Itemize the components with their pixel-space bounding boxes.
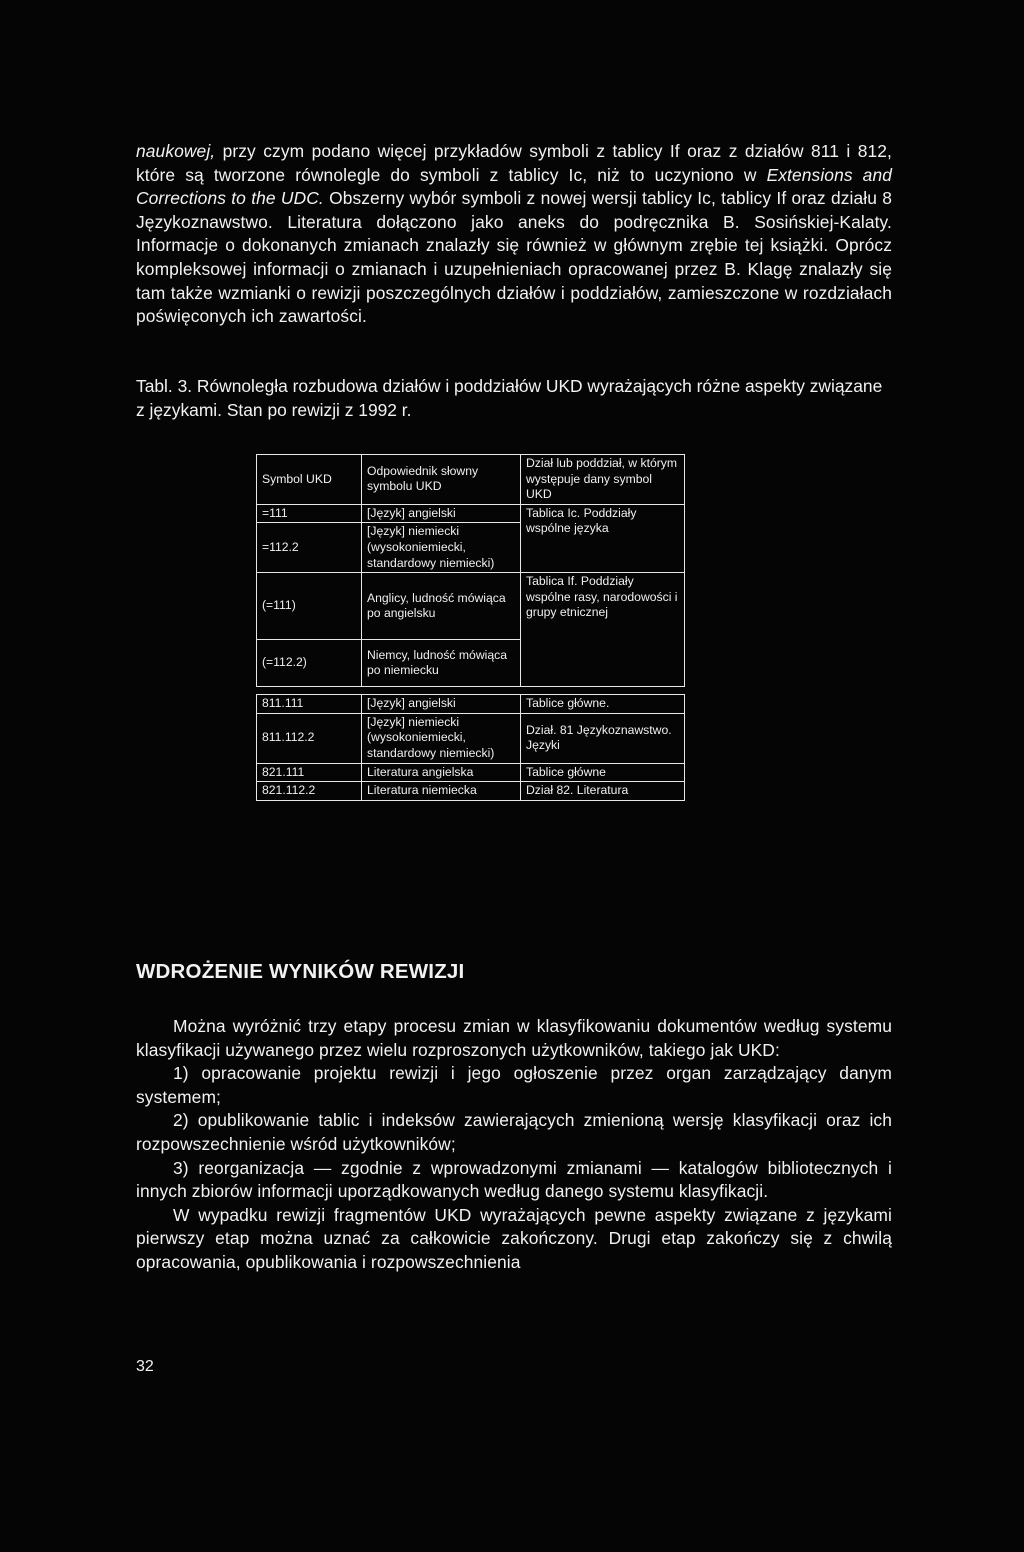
table-row <box>257 713 685 763</box>
cell-name: Niemcy, ludność mówiąca po niemiecku <box>362 640 521 687</box>
table-caption: Tabl. 3. Równoległa rozbudowa działów i poddziałów UKD wyrażających różne aspekty związane z językami. Stan po rewizji z 1992 r. <box>136 376 883 420</box>
cell-name: [Język] niemiecki (wysokoniemiecki, standardowy niemiecki) <box>362 713 521 763</box>
table-spacer <box>257 687 685 695</box>
cell-name: [Język] angielski <box>362 504 521 523</box>
cell-symbol: 811.112.2 <box>257 713 362 763</box>
body-text <box>136 1015 892 1275</box>
cell-symbol: =111 <box>257 504 362 523</box>
cell-name: Anglicy, ludność mówiąca po angielsku <box>362 573 521 640</box>
intro-text-after: Obszerny wybór symboli z nowej wersji tablicy Ic, tablicy If oraz działu 8 Językoznawstwo. Literatura dołączono jako aneks do podręcznika B. Sosińskiej-Kalaty. Informacje o dokonanych zmianach znalazły się również w głównym zrębie tej książki. Oprócz kompleksowej informacji o zmianach i uzupełnieniach opracowanej przez B. Klagę znalazły się tam także wzmianki o rewizji poszczególnych działów i poddziałów, zamieszczone w rozdziałach poświęconych ich zawartości. <box>136 188 892 327</box>
table-row <box>257 782 685 801</box>
cell-symbol: (=111) <box>257 573 362 640</box>
table-header-row <box>257 455 685 505</box>
page-number: 32 <box>136 1358 154 1375</box>
body-paragraph: W wypadku rewizji fragmentów UKD wyrażających pewne aspekty związane z językami pierwszy etap można uznać za całkowicie zakończony. Drugi etap zakończy się z chwilą opracowania, opublikowania i rozpowszechnienia <box>136 1204 892 1272</box>
table-row <box>257 504 685 523</box>
intro-paragraph <box>136 140 892 329</box>
intro-text-before: przy czym podano więcej przykładów symboli z tablicy If oraz z działów 811 i 812, które są tworzone równolegle do symboli z tablicy Ic, niż to uczyniono w <box>136 141 892 185</box>
cell-symbol: =112.2 <box>257 523 362 573</box>
cell-symbol: 811.111 <box>257 695 362 714</box>
cell-symbol: (=112.2) <box>257 640 362 687</box>
cell-section: Dział 82. Literatura <box>521 782 685 801</box>
cell-section: Tablica If. Poddziały wspólne rasy, narodowości i grupy etnicznej <box>521 573 685 687</box>
cell-name: Literatura niemiecka <box>362 782 521 801</box>
header-symbol: Symbol UKD <box>257 455 362 505</box>
list-item: 1) opracowanie projektu rewizji i jego ogłoszenie przez organ zarządzający danym systemem; <box>136 1063 892 1107</box>
table-row <box>257 763 685 782</box>
list-item: 2) opublikowanie tablic i indeksów zawierających zmienioną wersję klasyfikacji oraz ich rozpowszechnienie wśród użytkowników; <box>136 1110 892 1154</box>
section-heading: WDROŻENIE WYNIKÓW REWIZJI <box>136 960 465 983</box>
intro-italic-title: Extensions and Corrections to the UDC. <box>136 164 892 209</box>
cell-section: Tablice główne. <box>521 695 685 714</box>
cell-section: Dział. 81 Językoznawstwo. Języki <box>521 713 685 763</box>
cell-name: [Język] angielski <box>362 695 521 714</box>
cell-symbol: 821.112.2 <box>257 782 362 801</box>
table-row <box>257 695 685 714</box>
body-paragraph: Można wyróżnić trzy etapy procesu zmian w klasyfikowaniu dokumentów według systemu klasyfikacji używanego przez wielu rozproszonych użytkowników, takiego jak UKD: <box>136 1016 892 1060</box>
ukd-table <box>256 454 685 801</box>
list-item: 3) reorganizacja — zgodnie z wprowadzonymi zmianami — katalogów bibliotecznych i innych zbiorów informacji uporządkowanych według danego systemu klasyfikacji. <box>136 1157 892 1202</box>
cell-name: [Język] niemiecki (wysokoniemiecki, standardowy niemiecki) <box>362 523 521 573</box>
cell-section: Tablica Ic. Poddziały wspólne języka <box>521 504 685 572</box>
header-name: Odpowiednik słowny symbolu UKD <box>362 455 521 505</box>
cell-name: Literatura angielska <box>362 763 521 782</box>
intro-italic-lead: naukowej, <box>136 141 216 161</box>
header-section: Dział lub poddział, w którym występuje dany symbol UKD <box>521 455 685 505</box>
table-row <box>257 573 685 640</box>
cell-section: Tablice główne <box>521 763 685 782</box>
cell-symbol: 821.111 <box>257 763 362 782</box>
